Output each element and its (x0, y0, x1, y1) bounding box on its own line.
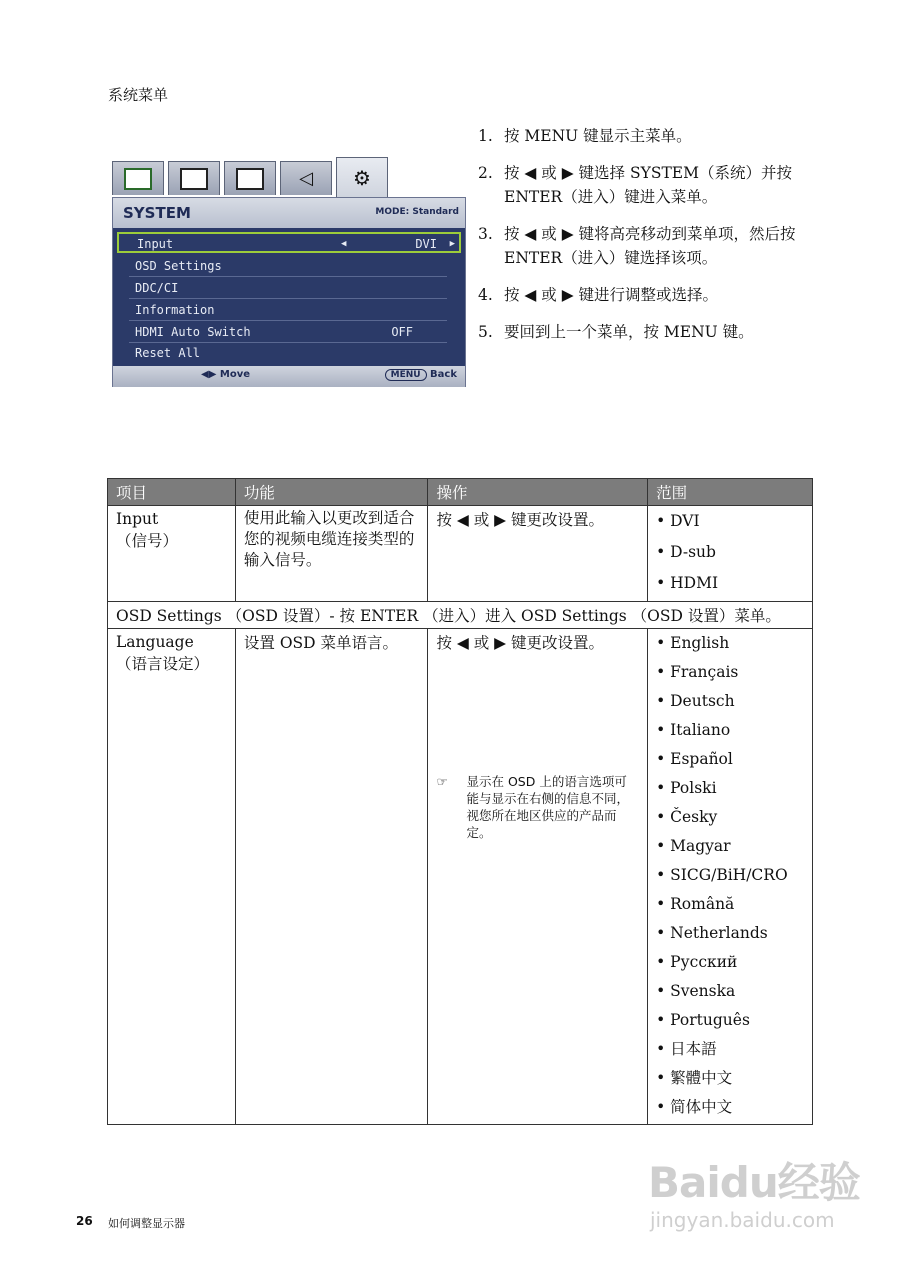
cell-function: 设置 OSD 菜单语言。 (235, 629, 428, 1125)
list-item: • Italiano (656, 721, 731, 739)
section-title: 系统菜单 (108, 86, 169, 104)
arrow-left-right-icon: ◀▶ (201, 369, 220, 380)
instruction-steps (478, 124, 823, 357)
osd-row-information (129, 300, 447, 321)
osd-row-label: Information (135, 303, 215, 317)
page-number: 26 (76, 1214, 93, 1228)
osd-row-reset-all (129, 343, 447, 364)
list-item: • Svenska (656, 982, 736, 1000)
step-number: 5. (478, 323, 493, 341)
list-item: • 繁體中文 (656, 1069, 733, 1087)
list-item: • Česky (656, 808, 718, 826)
audio-icon: ◁ (280, 161, 332, 195)
step-text: 按 ◀ 或 ▶ 键选择 SYSTEM（系统）并按 ENTER（进入）键进入菜单。 (504, 164, 792, 206)
display-icon (168, 161, 220, 195)
baidu-watermark (648, 1150, 860, 1232)
osd-row-hdmi-auto-switch (129, 322, 447, 343)
step-text: 按 MENU 键显示主菜单。 (504, 127, 692, 145)
osd-panel (112, 197, 466, 387)
list-item: • DVI (656, 512, 700, 530)
osd-tab-bar (112, 157, 392, 197)
table-row-language (108, 629, 813, 1125)
operation-text: 按 ◀ 或 ▶ 键更改设置。 (436, 634, 605, 652)
table-row-input (108, 506, 813, 602)
header-item: 项目 (108, 479, 236, 506)
osd-row-label: HDMI Auto Switch (135, 325, 251, 339)
cell-function: 使用此输入以更改到适合您的视频电缆连接类型的输入信号。 (235, 506, 428, 602)
osd-row-ddc-ci (129, 278, 447, 299)
cell-operation (428, 629, 648, 1125)
cell-operation: 按 ◀ 或 ▶ 键更改设置。 (428, 506, 648, 602)
osd-footer-move (201, 369, 250, 380)
chevron-left-icon: ◀ (341, 239, 347, 249)
step-1 (478, 124, 823, 148)
picture-adjust-icon (112, 161, 164, 195)
list-item: • SICG/BiH/CRO (656, 866, 788, 884)
osd-row-input (117, 232, 461, 253)
table-row-osd-settings (108, 602, 813, 629)
header-range: 范围 (648, 479, 813, 506)
table-header-row (108, 479, 813, 506)
footer-chapter: 如何调整显示器 (108, 1217, 185, 1230)
osd-footer (113, 366, 465, 387)
cell-range (648, 506, 813, 602)
cell-item: Language （语言设定） (108, 629, 236, 1125)
list-item: • Magyar (656, 837, 731, 855)
list-item: • Netherlands (656, 924, 768, 942)
language-note (436, 773, 639, 841)
watermark-brand: Baidu经验 (648, 1158, 860, 1207)
osd-back-label: Back (430, 369, 457, 380)
header-function: 功能 (235, 479, 428, 506)
cell-item: Input （信号） (108, 506, 236, 602)
list-item: • Deutsch (656, 692, 735, 710)
osd-row-label: DDC/CI (135, 281, 179, 295)
settings-table (107, 478, 813, 1125)
list-item: • Français (656, 663, 739, 681)
list-item: • Română (656, 895, 735, 913)
system-settings-icon: ⚙ (336, 157, 388, 198)
watermark-url: jingyan.baidu.com (650, 1208, 835, 1232)
step-text: 要回到上一个菜单，按 MENU 键。 (504, 323, 754, 341)
osd-mode: MODE: Standard (375, 207, 459, 217)
osd-title: SYSTEM (123, 204, 191, 222)
cell-span-note: OSD Settings （OSD 设置）- 按 ENTER （进入）进入 OSD Settings （OSD 设置）菜单。 (108, 602, 813, 629)
menu-key-pill: MENU (385, 369, 427, 381)
step-text: 按 ◀ 或 ▶ 键将高亮移动到菜单项，然后按 ENTER（进入）键选择该项。 (504, 225, 796, 267)
osd-row-value: OFF (391, 325, 413, 339)
picture-advanced-icon (224, 161, 276, 195)
step-number: 2. (478, 164, 493, 182)
osd-footer-back (385, 369, 457, 381)
step-number: 1. (478, 127, 493, 145)
list-item: • Русский (656, 953, 738, 971)
cell-range (648, 629, 813, 1125)
step-3 (478, 222, 823, 270)
list-item: • D-sub (656, 543, 716, 561)
osd-header (113, 198, 465, 228)
list-item: • Español (656, 750, 733, 768)
list-item: • Português (656, 1011, 750, 1029)
pointing-hand-icon: ☞ (436, 774, 448, 789)
step-2 (478, 161, 823, 209)
step-number: 4. (478, 286, 493, 304)
step-number: 3. (478, 225, 493, 243)
header-operation: 操作 (428, 479, 648, 506)
note-text: 显示在 OSD 上的语言选项可能与显示在右侧的信息不同，视您所在地区供应的产品而定。 (466, 774, 629, 840)
osd-row-osd-settings (129, 256, 447, 277)
step-4 (478, 283, 823, 307)
osd-move-label: Move (219, 369, 250, 380)
osd-row-label: Input (137, 237, 174, 251)
list-item: • 简体中文 (656, 1098, 733, 1116)
list-item: • 日本語 (656, 1040, 717, 1058)
list-item: • Polski (656, 779, 717, 797)
osd-row-label: OSD Settings (135, 259, 222, 273)
chevron-right-icon: ▶ (449, 239, 455, 249)
step-5 (478, 320, 823, 344)
list-item: • HDMI (656, 574, 719, 592)
osd-menu-screenshot (112, 157, 466, 387)
osd-row-value: DVI (415, 237, 437, 251)
osd-row-label: Reset All (135, 346, 201, 360)
list-item: • English (656, 634, 730, 652)
step-text: 按 ◀ 或 ▶ 键进行调整或选择。 (504, 286, 719, 304)
